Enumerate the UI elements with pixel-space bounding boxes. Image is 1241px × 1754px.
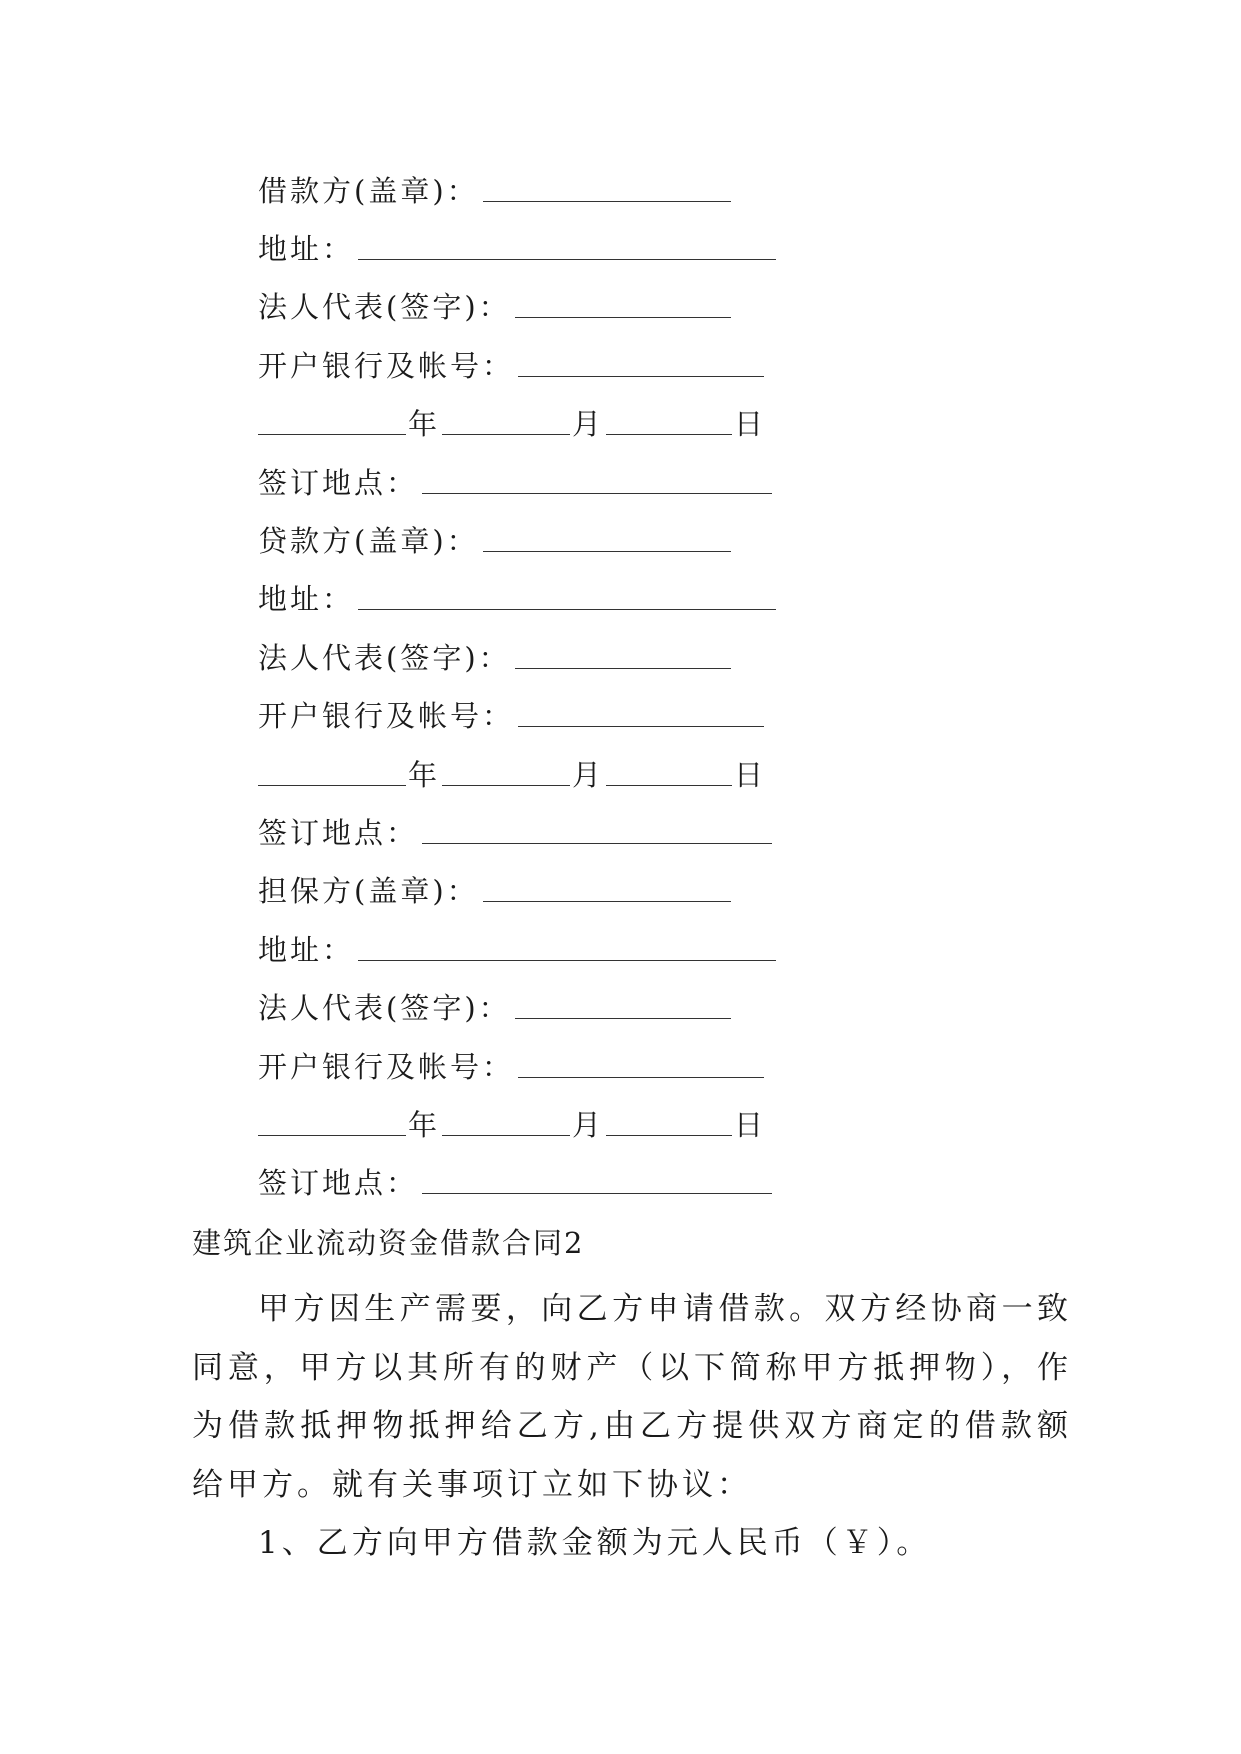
guarantor-place-row [258,1153,818,1211]
lender-day-blank[interactable] [606,761,732,786]
lender-bank-row [258,686,818,744]
borrower-bank-label: 开户银行及帐号： [258,348,515,383]
lender-month-label: 月 [572,757,605,792]
guarantor-year-blank[interactable] [258,1111,406,1136]
lender-rep-row [258,627,818,685]
guarantor-place-blank[interactable] [422,1169,772,1194]
guarantor-seal-row [258,861,818,919]
borrower-place-row [258,452,818,510]
borrower-seal-blank[interactable] [483,177,731,202]
borrower-month-blank[interactable] [442,410,570,435]
guarantor-rep-label: 法人代表(签字)： [258,991,511,1026]
guarantor-seal-label: 担保方(盖章)： [258,874,479,909]
section-heading: 建筑企业流动资金借款合同2 [192,1226,585,1260]
borrower-seal-label: 借款方(盖章)： [258,173,479,208]
borrower-month-label: 月 [572,407,605,442]
lender-rep-label: 法人代表(签字)： [258,640,511,675]
borrower-place-blank[interactable] [422,469,772,494]
lender-address-label: 地址： [258,582,355,617]
borrower-bank-blank[interactable] [518,352,764,377]
guarantor-seal-blank[interactable] [483,877,731,902]
guarantor-month-label: 月 [572,1107,605,1142]
borrower-place-label: 签订地点： [258,465,419,500]
borrower-seal-row [258,160,818,218]
guarantor-address-row [258,919,818,977]
borrower-rep-row [258,277,818,335]
guarantor-month-blank[interactable] [442,1111,570,1136]
lender-date-row [258,744,818,802]
borrower-rep-label: 法人代表(签字)： [258,290,511,325]
guarantor-address-label: 地址： [258,932,355,967]
lender-place-row [258,802,818,860]
lender-day-label: 日 [734,757,767,792]
guarantor-address-blank[interactable] [358,936,776,961]
lender-place-blank[interactable] [422,819,772,844]
lender-seal-blank[interactable] [483,527,731,552]
guarantor-day-label: 日 [734,1107,767,1142]
guarantor-bank-label: 开户银行及帐号： [258,1049,515,1084]
borrower-year-label: 年 [408,407,441,442]
lender-place-label: 签订地点： [258,815,419,850]
lender-bank-blank[interactable] [518,702,764,727]
lender-rep-blank[interactable] [515,644,731,669]
lender-month-blank[interactable] [442,761,570,786]
lender-seal-label: 贷款方(盖章)： [258,524,479,559]
guarantor-rep-blank[interactable] [515,994,731,1019]
borrower-rep-blank[interactable] [515,293,731,318]
signature-form [258,160,818,1211]
lender-seal-row [258,510,818,568]
lender-bank-label: 开户银行及帐号： [258,699,515,734]
guarantor-day-blank[interactable] [606,1111,732,1136]
borrower-day-blank[interactable] [606,410,732,435]
lender-address-row [258,569,818,627]
borrower-bank-row [258,335,818,393]
borrower-year-blank[interactable] [258,410,406,435]
lender-year-label: 年 [408,757,441,792]
guarantor-place-label: 签订地点： [258,1166,419,1201]
clause-1-paragraph: 1、乙方向甲方借款金额为元人民币（￥）。 [258,1525,932,1561]
contract-section [192,1214,1072,1573]
borrower-address-row [258,218,818,276]
lender-address-blank[interactable] [358,585,776,610]
guarantor-rep-row [258,977,818,1035]
borrower-address-label: 地址： [258,232,355,267]
borrower-address-blank[interactable] [358,235,776,260]
borrower-day-label: 日 [734,407,767,442]
intro-paragraph: 甲方因生产需要，向乙方申请借款。双方经协商一致同意，甲方以其所有的财产（以下简称甲方抵押物），作为借款抵押物抵押给乙方,由乙方提供双方商定的借款额给甲方。就有关事项订立如下协议： [192,1291,1072,1503]
borrower-date-row [258,394,818,452]
guarantor-date-row [258,1094,818,1152]
guarantor-bank-blank[interactable] [518,1053,764,1078]
guarantor-bank-row [258,1036,818,1094]
lender-year-blank[interactable] [258,761,406,786]
guarantor-year-label: 年 [408,1107,441,1142]
